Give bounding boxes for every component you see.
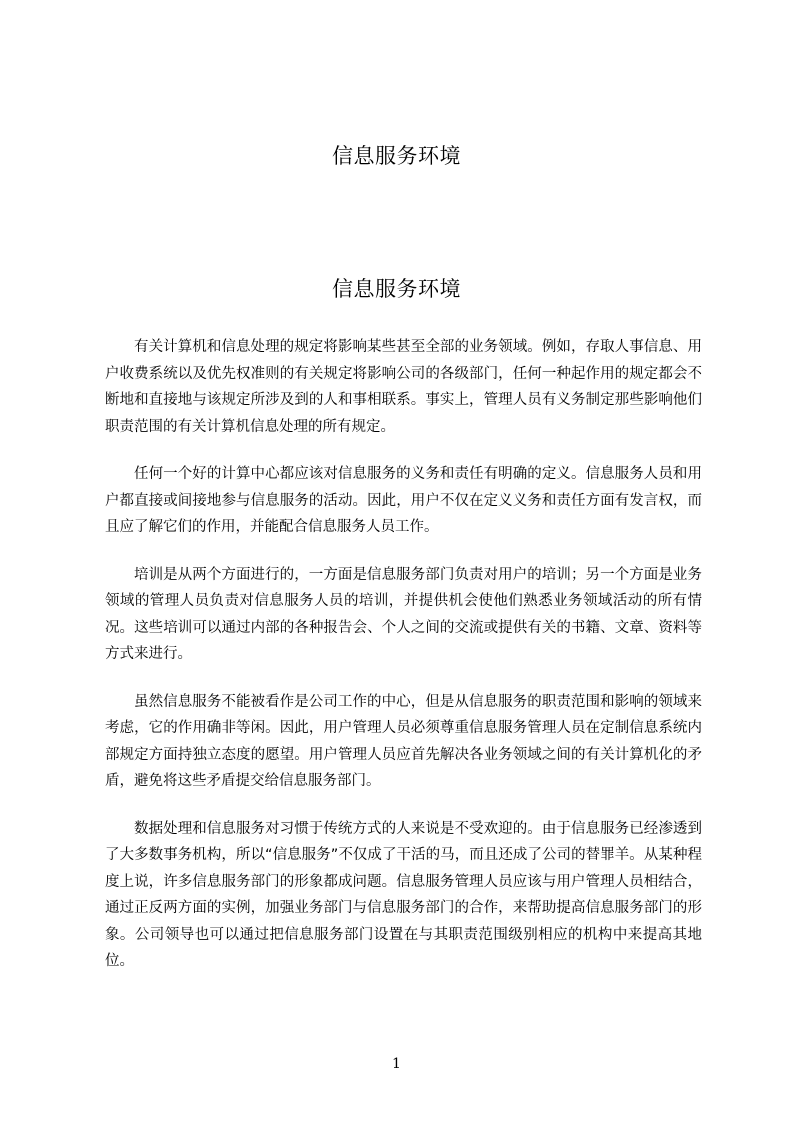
document-body <box>105 334 702 996</box>
page-number: 1 <box>392 1056 401 1072</box>
document-title: 信息服务环境 <box>332 277 461 301</box>
header-title: 信息服务环境 <box>332 144 461 168</box>
paragraph-1: 有关计算机和信息处理的规定将影响某些甚至全部的业务领域。例如，存取人事信息、用户收费系统以及优先权准则的有关规定将影响公司的各级部门，任何一种起作用的规定都会不断地和直接地与该规定所涉及到的人和事相联系。事实上，管理人员有义务制定那些影响他们职责范围的有关计算机信息处理的所有规定。 <box>105 339 702 435</box>
paragraph-5: 数据处理和信息服务对习惯于传统方式的人来说是不受欢迎的。由于信息服务已经渗透到了大多数事务机构，所以“信息服务”不仅成了干活的马，而且还成了公司的替罪羊。从某种程度上说，许多信息服务部门的形象都成问题。信息服务管理人员应该与用户管理人员相结合，通过正反两方面的实例，加强业务部门与信息服务部门的合作，来帮助提高信息服务部门的形象。公司领导也可以通过把信息服务部门设置在与其职责范围级别相应的机构中来提高其地位。 <box>105 820 702 969</box>
paragraph-2: 任何一个好的计算中心都应该对信息服务的义务和责任有明确的定义。信息服务人员和用户都直接或间接地参与信息服务的活动。因此，用户不仅在定义义务和责任方面有发言权，而且应了解它们的作用，并能配合信息服务人员工作。 <box>105 466 702 535</box>
paragraph-4: 虽然信息服务不能被看作是公司工作的中心，但是从信息服务的职责范围和影响的领域来考虑，它的作用确非等闲。因此，用户管理人员必须尊重信息服务管理人员在定制信息系统内部规定方面持独立态度的愿望。用户管理人员应首先解决各业务领域之间的有关计算机化的矛盾，避免将这些矛盾提交给信息服务部门。 <box>105 693 702 789</box>
paragraph-3: 培训是从两个方面进行的，一方面是信息服务部门负责对用户的培训；另一个方面是业务领域的管理人员负责对信息服务人员的培训，并提供机会使他们熟悉业务领域活动的所有情况。这些培训可以通过内部的各种报告会、个人之间的交流或提供有关的书籍、文章、资料等方式来进行。 <box>105 566 702 662</box>
